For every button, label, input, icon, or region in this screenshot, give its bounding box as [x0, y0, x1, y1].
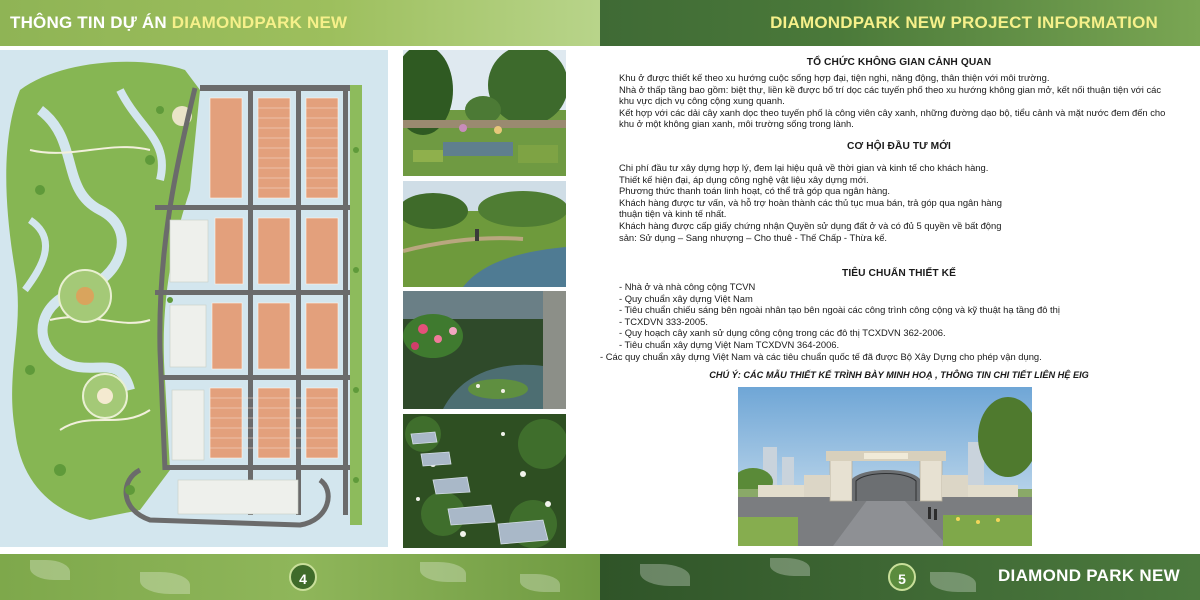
footer-brand: DIAMOND PARK NEW: [997, 566, 1180, 585]
entrance-gate-svg: [738, 387, 1032, 546]
flower-pond-svg: [403, 291, 566, 409]
right-header-band: [600, 0, 1200, 46]
landscape-line: Khu ở được thiết kế theo xu hướng cuộc sống hợp đại, tiện nghi, năng động, thân thiện với môi trường.: [619, 72, 1050, 83]
investment-line: Khách hàng được cấp giấy chứng nhận Quyền sử dụng đất ở và có đủ 5 quyền về bất động sản: Sử dụng – Sang nhượng – Cho thuê - Thế Chấp - Thừa kế.: [619, 219, 1002, 243]
stepping-stone-svg: [403, 414, 566, 548]
header-brand: DIAMONDPARK NEW: [171, 13, 348, 32]
page-number-right: 5: [888, 563, 916, 591]
master-plan-svg: [0, 50, 388, 547]
investment-paragraph: [619, 162, 1019, 243]
master-plan-map: [0, 50, 388, 547]
investment-section-title: CƠ HỘI ĐẦU TƯ MỚI: [847, 141, 951, 152]
landscape-line: Nhà ở thấp tầng bao gồm: biệt thự, liền kề được bố trí dọc các tuyến phố theo xu hướng không gian mở, kết nối thuận tiện với các khu vực dịch vụ công cộng xung quanh.: [619, 83, 1162, 107]
disclaimer-note: CHÚ Ý: CÁC MẪU THIẾT KẾ TRÌNH BÀY MINH HOẠ , THÔNG TIN CHI TIẾT LIÊN HỆ EIG: [709, 370, 1089, 380]
right-header-title: DIAMONDPARK NEW PROJECT INFORMATION: [770, 13, 1158, 32]
standards-item: - TCXDVN 333-2005.: [619, 315, 708, 327]
landscape-section-title: TỔ CHỨC KHÔNG GIAN CẢNH QUAN: [806, 57, 992, 68]
standards-item: - Tiêu chuẩn chiếu sáng bên ngoài nhân tạo bên ngoài các công trình công cộng và kỹ thuật hạ tầng đô thị: [619, 304, 1060, 316]
lake-path-svg: [403, 181, 566, 287]
garden-park-svg: [403, 50, 566, 176]
entrance-gate-rendering: [738, 387, 1032, 546]
landscape-line: Kết hợp với các dải cây xanh dọc theo tuyến phố là công viên cây xanh, những đường dạo bộ, tiểu cảnh và mặt nước đem đến cho khu ở một không gian xanh, môi trường sống trong lành.: [619, 106, 1166, 130]
investment-line: Phương thức thanh toán linh hoạt, có thể trả góp qua ngân hàng.: [619, 185, 890, 197]
standards-item: - Quy chuẩn xây dựng Việt Nam: [619, 292, 753, 304]
investment-line: Khách hàng được tư vấn, và hỗ trợ hoàn thành các thủ tục mua bán, trả góp qua ngân hàng thuận tiện và kinh tế nhất.: [619, 196, 1002, 220]
standards-item: - Nhà ở và nhà công cộng TCVN: [619, 281, 756, 292]
left-header-title: [10, 13, 347, 33]
standards-section-title: TIÊU CHUẨN THIẾT KẾ: [842, 268, 956, 279]
garden-park-photo: [403, 50, 566, 176]
investment-line: Chi phí đầu tư xây dựng hợp lý, đem lại hiệu quả về thời gian và kinh tế cho khách hàng.: [619, 162, 989, 173]
page-number-left: 4: [289, 563, 317, 591]
right-page: [600, 0, 1200, 600]
left-header-band: [0, 0, 600, 46]
standards-item-last: - Các quy chuẩn xây dựng Việt Nam và các tiêu chuẩn quốc tế đã được Bộ Xây Dựng cho phép vận dụng.: [600, 350, 1042, 362]
lake-path-photo: [403, 181, 566, 287]
standards-list: [600, 281, 1179, 362]
standards-item: - Tiêu chuẩn xây dựng Việt Nam TCXDVN 364-2006.: [619, 338, 840, 350]
landscape-paragraph: [619, 72, 1167, 130]
stepping-stone-path-photo: [403, 414, 566, 548]
flower-pond-photo: [403, 291, 566, 409]
header-prefix: THÔNG TIN DỰ ÁN: [10, 13, 172, 32]
standards-item: - Quy hoạch cây xanh sử dụng công cộng trong các đô thị TCXDVN 362-2006.: [619, 327, 946, 339]
investment-line: Thiết kế hiện đại, áp dụng công nghệ vật liệu xây dựng mới.: [619, 173, 869, 185]
